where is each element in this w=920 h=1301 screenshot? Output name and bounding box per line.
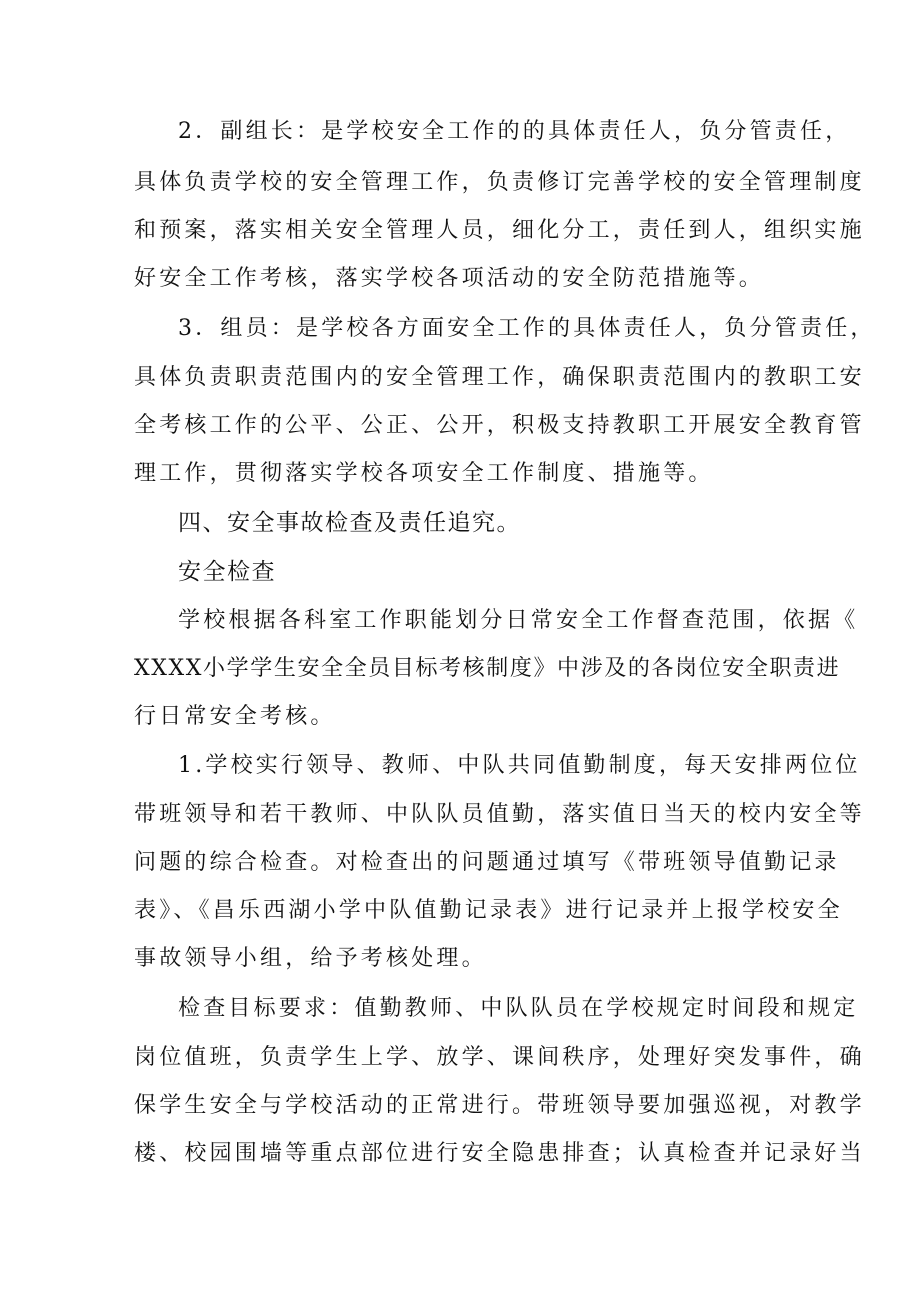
paragraph-3-line-1: 3．组员：是学校各方面安全工作的具体责任人，负分管责任，: [178, 316, 876, 341]
requirements-line-3: 保学生安全与学校活动的正常进行。带班领导要加强巡视，对教学: [134, 1093, 865, 1118]
paragraph-2-line-3: 和预案，落实相关安全管理人员，细化分工，责任到人，组织实施: [134, 218, 865, 243]
paragraph-3-line-3: 全考核工作的公平、公正、公开，积极支持教职工开展安全教育管: [134, 413, 865, 438]
paragraph-2-line-1: 2．副组长：是学校安全工作的的具体责任人，负分管责任，: [178, 119, 851, 144]
requirements-line-4: 楼、校园围墙等重点部位进行安全隐患排查；认真检查并记录好当: [134, 1141, 865, 1166]
paragraph-check-line-2: XXXX小学学生安全全员目标考核制度》中涉及的各岗位安全职责进: [134, 656, 841, 681]
paragraph-check-line-3: 行日常安全考核。: [134, 704, 336, 729]
paragraph-3-line-4: 理工作，贯彻落实学校各项安全工作制度、措施等。: [134, 461, 714, 486]
item-1-line-3: 问题的综合检查。对检查出的问题通过填写《带班领导值勤记录: [134, 850, 840, 875]
item-1-line-2: 带班领导和若干教师、中队队员值勤，落实值日当天的校内安全等: [134, 802, 865, 827]
item-1-line-1: 1.学校实行领导、教师、中队共同值勤制度，每天安排两位位: [178, 753, 861, 778]
paragraph-3-line-2: 具体负责职责范围内的安全管理工作，确保职责范围内的教职工安: [134, 365, 865, 390]
requirements-line-1: 检查目标要求：值勤教师、中队队员在学校规定时间段和规定: [178, 996, 859, 1021]
paragraph-2-line-4: 好安全工作考核，落实学校各项活动的安全防范措施等。: [134, 266, 765, 291]
paragraph-check-line-1: 学校根据各科室工作职能划分日常安全工作督查范围，依据《: [178, 608, 859, 633]
subsection-heading: 安全检查: [178, 559, 276, 585]
paragraph-2-line-2: 具体负责学校的安全管理工作，负责修订完善学校的安全管理制度: [134, 170, 865, 195]
requirements-line-2: 岗位值班，负责学生上学、放学、课间秩序，处理好突发事件，确: [134, 1045, 865, 1070]
item-1-line-4: 表》、《昌乐西湖小学中队值勤记录表》进行记录并上报学校安全: [134, 898, 843, 923]
item-1-line-5: 事故领导小组，给予考核处理。: [134, 946, 487, 971]
section-heading: 四、安全事故检查及责任追究。: [178, 510, 521, 536]
